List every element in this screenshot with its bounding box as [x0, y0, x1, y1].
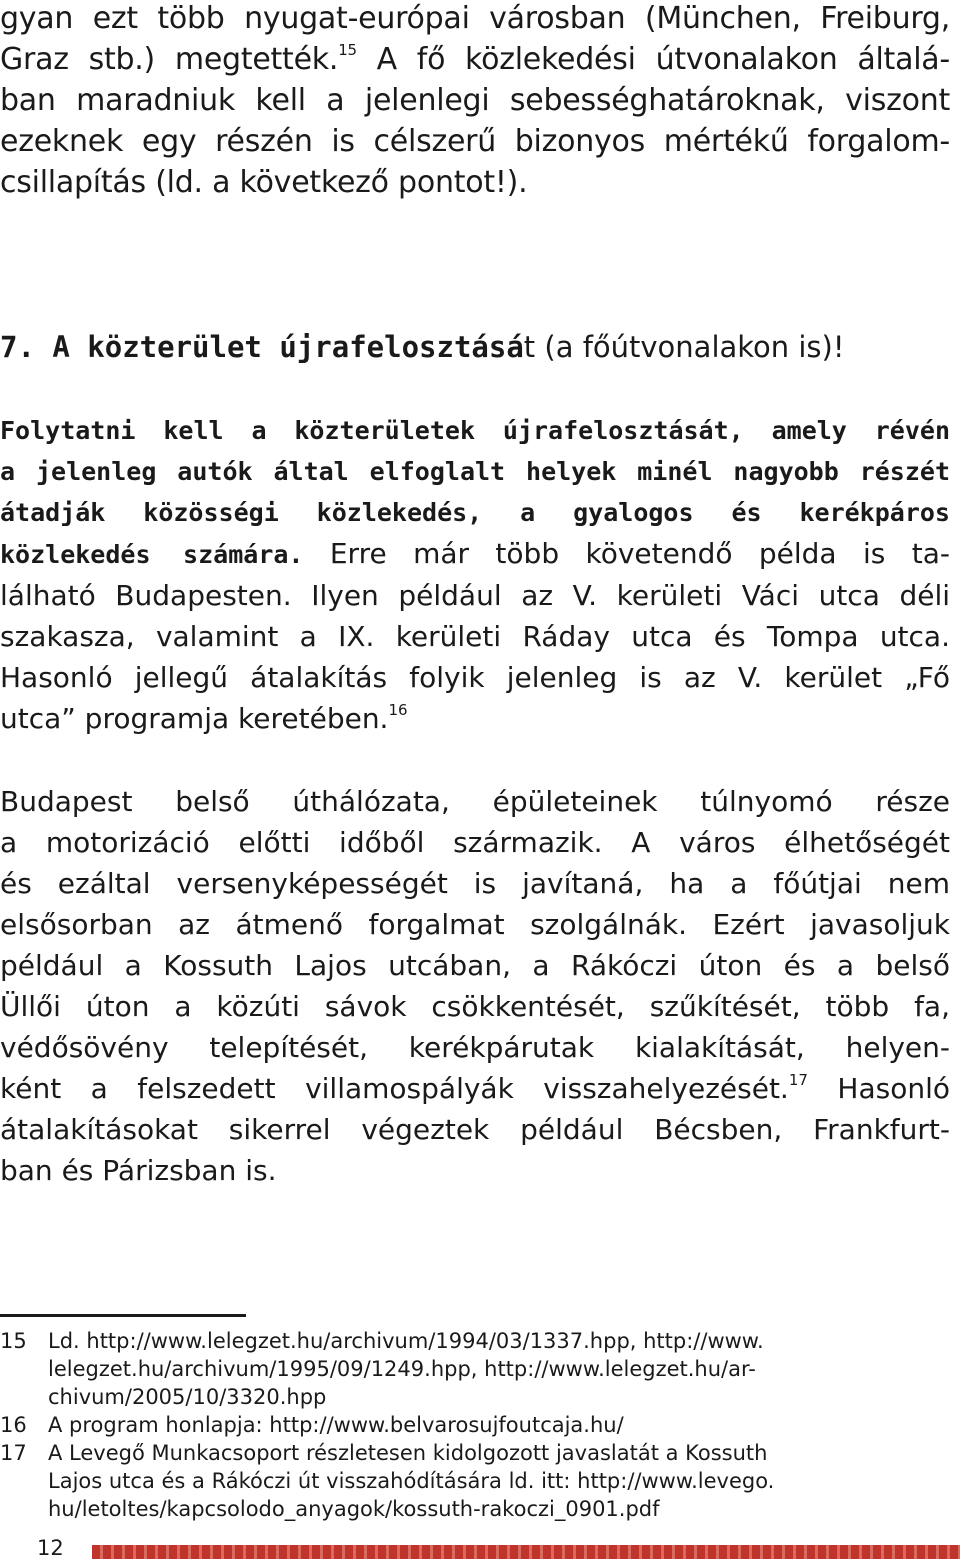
text-span: Hasonló	[807, 1072, 950, 1105]
page-number: 12	[37, 1536, 64, 1560]
text-span: Graz stb.) megtették.	[0, 42, 339, 77]
paragraph-1-line-4: ezeknek egy részén is célszerű bizonyos mértékű forgalom-	[0, 124, 950, 159]
footnote-15-line-1[interactable]: Ld. http://www.lelegzet.hu/archivum/1994/03/1337.hpp, http://www.	[48, 1329, 764, 1353]
paragraph-1-line-3: ban maradniuk kell a jelenlegi sebességhatároknak, viszont	[0, 83, 950, 118]
footnote-16-line-1[interactable]: A program honlapja: http://www.belvarosujfoutcaja.hu/	[48, 1413, 624, 1437]
paragraph-1-line-1: gyan ezt több nyugat-európai városban (München, Freiburg,	[0, 1, 950, 36]
paragraph-1-line-2	[0, 41, 951, 77]
paragraph-3-line-7: védősövény telepítését, kerékpárutak kialakítását, helyen-	[0, 1031, 950, 1064]
decorative-footer-bar	[92, 1545, 960, 1559]
footnote-ref-16[interactable]: 16	[388, 701, 408, 719]
footnote-17-line-3[interactable]: hu/letoltes/kapcsolodo_anyagok/kossuth-rakoczi_0901.pdf	[48, 1497, 660, 1521]
paragraph-2-bold-end: közlekedés számára.	[0, 540, 304, 569]
heading-rest: t (a főútvonalakon is)!	[523, 330, 845, 364]
text-span: A fő közlekedési útvonalakon általá-	[356, 42, 951, 77]
section-heading	[0, 330, 950, 364]
paragraph-1-line-5: csillapítás (ld. a következő pontot!).	[0, 165, 528, 200]
footnote-ref-17[interactable]: 17	[788, 1071, 808, 1089]
footnote-number-16: 16	[0, 1413, 27, 1437]
paragraph-3-line-8	[0, 1071, 950, 1105]
paragraph-2-bold-line-1: Folytatni kell a közterületek újrafelosztását, amely révén	[0, 416, 950, 445]
text-span: ként a felszedett villamospályák visszahelyezését.	[0, 1072, 789, 1105]
paragraph-2-line-6: szakasza, valamint a IX. kerületi Ráday utca és Tompa utca.	[0, 620, 950, 653]
paragraph-2-line-5: lálható Budapesten. Ilyen például az V. kerületi Váci utca déli	[0, 579, 950, 612]
paragraph-3-line-2: a motorizáció előtti időből származik. A város élhetőségét	[0, 826, 950, 859]
footnote-15-line-3[interactable]: chivum/2005/10/3320.hpp	[48, 1385, 327, 1409]
paragraph-3-line-3: és ezáltal versenyképességét is javítaná, ha a főútjai nem	[0, 867, 950, 900]
paragraph-2-line-7: Hasonló jellegű átalakítás folyik jelenleg is az V. kerület „Fő	[0, 661, 950, 694]
paragraph-2-bold-line-2: a jelenleg autók által elfoglalt helyek minél nagyobb részét	[0, 457, 950, 486]
paragraph-3-line-10: ban és Párizsban is.	[0, 1154, 277, 1187]
footnote-number-15: 15	[0, 1329, 27, 1353]
paragraph-3-line-4: elsősorban az átmenő forgalmat szolgálnák. Ezért javasoljuk	[0, 908, 950, 941]
footnote-divider	[0, 1314, 246, 1317]
paragraph-3-line-9: átalakításokat sikerrel végeztek például Bécsben, Frankfurt-	[0, 1113, 950, 1146]
footnote-15-line-2[interactable]: lelegzet.hu/archivum/1995/09/1249.hpp, http://www.lelegzet.hu/ar-	[48, 1357, 756, 1381]
footnote-17-line-1: A Levegő Munkacsoport részletesen kidolgozott javaslatát a Kossuth	[48, 1441, 768, 1465]
heading-bold: 7. A közterület újrafelosztásá	[0, 330, 524, 364]
paragraph-3-line-1: Budapest belső úthálózata, épületeinek túlnyomó része	[0, 785, 950, 818]
paragraph-3-line-6: Üllői úton a közúti sávok csökkentését, szűkítését, több fa,	[0, 990, 950, 1023]
paragraph-2-line-8	[0, 701, 950, 735]
footnote-number-17: 17	[0, 1441, 27, 1465]
paragraph-2-bold-line-3: átadják közösségi közlekedés, a gyalogos és kerékpáros	[0, 498, 950, 527]
paragraph-3-line-5: például a Kossuth Lajos utcában, a Rákóczi úton és a belső	[0, 949, 950, 982]
text-span: Erre már több követendő példa is ta-	[303, 537, 950, 570]
footnote-ref-15[interactable]: 15	[338, 41, 357, 59]
footnote-17-line-2[interactable]: Lajos utca és a Rákóczi út visszahódítására ld. itt: http://www.levego.	[48, 1469, 775, 1493]
text-span: utca” programja keretében.	[0, 702, 389, 735]
paragraph-2-line-4	[0, 537, 950, 570]
